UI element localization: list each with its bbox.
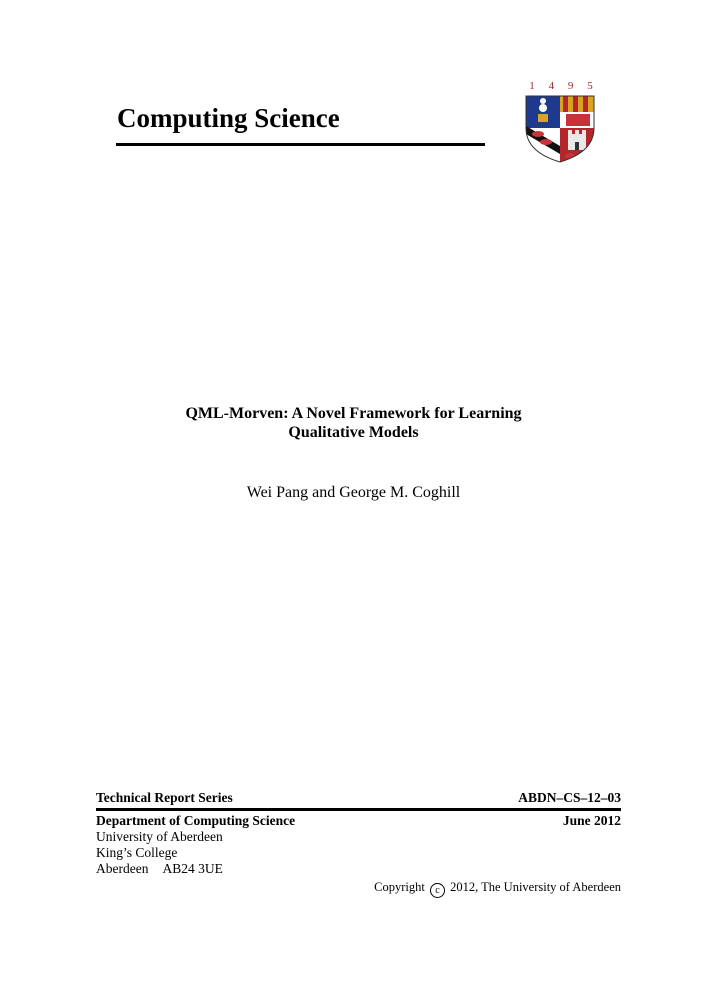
footer-rule xyxy=(96,808,621,811)
copyright-notice xyxy=(96,879,621,898)
header-title: Computing Science xyxy=(117,103,340,133)
crest-year-digit: 5 xyxy=(587,80,593,92)
address-city: Aberdeen xyxy=(96,861,149,876)
copyright-text: 2012, The University of Aberdeen xyxy=(450,880,621,894)
department-row xyxy=(96,813,621,829)
address-line: University of Aberdeen xyxy=(96,829,223,844)
crest-year-digit: 1 xyxy=(529,80,535,92)
series-row xyxy=(96,790,621,806)
series-label: Technical Report Series xyxy=(96,790,233,805)
header-rule xyxy=(116,143,485,146)
report-date: June 2012 xyxy=(562,813,621,828)
copyright-icon: c xyxy=(430,883,445,898)
address-line xyxy=(96,861,621,877)
address-line: King’s College xyxy=(96,845,178,860)
department-name: Department of Computing Science xyxy=(96,813,296,828)
crest-year xyxy=(526,80,596,92)
paper-title-line: Qualitative Models xyxy=(288,424,419,441)
report-number: ABDN–CS–12–03 xyxy=(518,790,621,805)
paper-title xyxy=(0,404,707,442)
university-crest-icon xyxy=(524,94,596,164)
report-footer xyxy=(96,790,621,898)
crest-year-digit: 9 xyxy=(567,80,574,92)
address-postcode: AB24 3UE xyxy=(162,861,223,876)
paper-title-line: QML-Morven: A Novel Framework for Learning xyxy=(185,405,522,422)
paper-authors: Wei Pang and George M. Coghill xyxy=(246,484,461,501)
crest-year-digit: 4 xyxy=(548,80,555,92)
copyright-prefix: Copyright xyxy=(374,880,425,894)
